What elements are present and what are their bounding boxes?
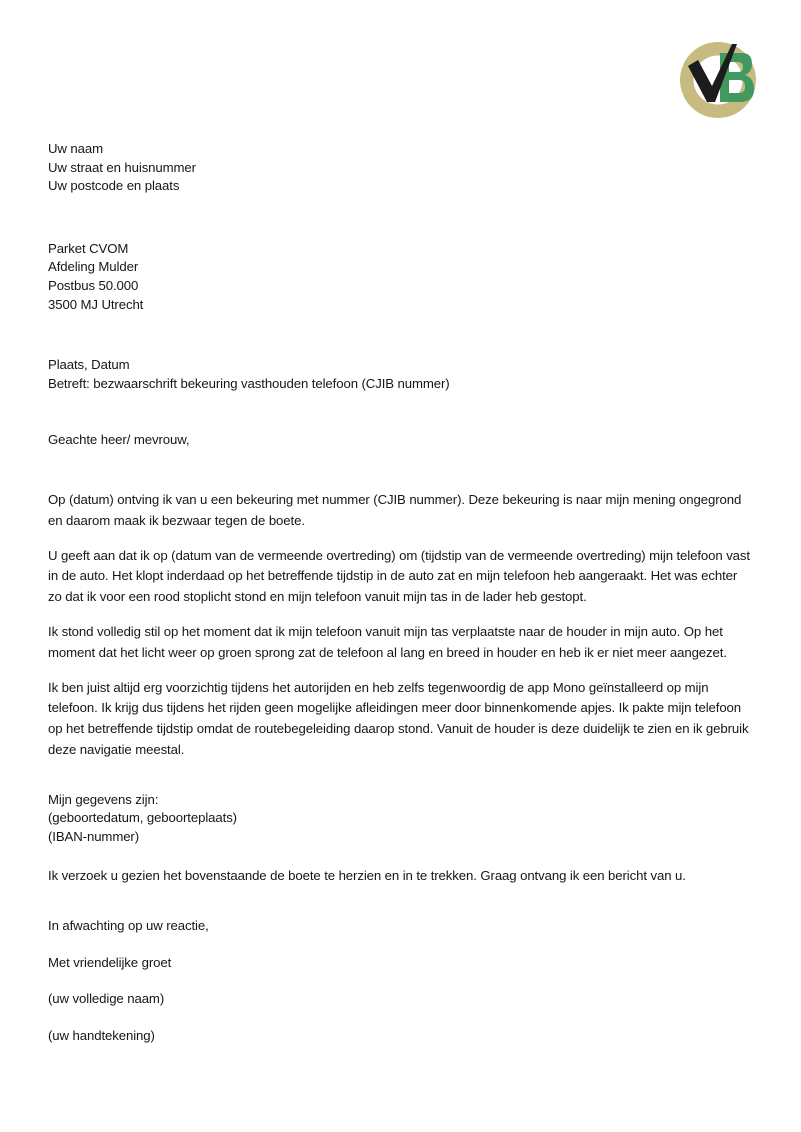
vb-logo [676, 38, 760, 122]
sender-address [48, 140, 754, 196]
spacer-para-3 [48, 664, 754, 678]
spacer-subject [48, 393, 754, 431]
recipient-line-city: 3500 MJ Utrecht [48, 296, 144, 312]
personal-data-birth: (geboortedatum, geboorteplaats) [48, 810, 237, 826]
subject-line: Betreft: bezwaarschrift bekeuring vasthouden telefoon (CJIB nummer) [48, 375, 450, 391]
spacer-para-1 [48, 532, 754, 546]
sender-line-postcode: Uw postcode en plaats [48, 178, 180, 194]
recipient-line-department: Afdeling Mulder [48, 259, 139, 275]
recipient-line-org: Parket CVOM [48, 240, 129, 256]
spacer-greeting [48, 450, 754, 490]
salutation: Geachte heer/ mevrouw, [48, 432, 190, 448]
spacer-personal-data [48, 761, 754, 791]
subject-block [48, 356, 754, 393]
paragraph-4: Ik ben juist altijd erg voorzichtig tijdens het autorijden en heb zelfs tegenwoordig de app Mono geïnstalleerd op mijn telefoon. Ik krijg dus tijdens het rijden geen mogelijke afleidingen meer door binnenkomende apjes. Ik pakte mijn telefoon op het betreffende tijdstip omdat de routebegeleiding daarop stond. Vanuit de houder is deze duidelijk te zien en ik gebruik deze navigatie meestal. [48, 679, 749, 757]
sender-line-name: Uw naam [48, 141, 103, 156]
sender-line-street: Uw straat en huisnummer [48, 159, 196, 175]
closing-name-placeholder: (uw volledige naam) [48, 991, 165, 1007]
request-paragraph: Ik verzoek u gezien het bovenstaande de boete te herzien en in te trekken. Graag ontvang ik een bericht van u. [48, 868, 686, 884]
place-date: Plaats, Datum [48, 357, 130, 373]
personal-data-block [48, 791, 754, 847]
personal-data-heading: Mijn gegevens zijn: [48, 791, 159, 807]
letter-body [48, 140, 754, 1046]
spacer-closing [48, 887, 754, 917]
spacer-recipient [48, 314, 754, 356]
paragraph-1: Op (datum) ontving ik van u een bekeuring met nummer (CJIB nummer). Deze bekeuring is naar mijn mening ongegrond en daarom maak ik bezwaar tegen de boete. [48, 491, 742, 528]
paragraph-2: U geeft aan dat ik op (datum van de vermeende overtreding) om (tijdstip van de vermeende overtreding) mijn telefoon vast in de auto. Het klopt inderdaad op het betreffende tijdstip in de auto zat en mijn telefoon heb aangeraakt. Het was echter zo dat ik voor een rood stoplicht stond en mijn telefoon vanuit mijn tas in de lader heb gestopt. [48, 547, 750, 605]
closing-awaiting: In afwachting op uw reactie, [48, 918, 209, 934]
spacer-closing-3 [48, 1009, 754, 1027]
recipient-address [48, 240, 754, 314]
recipient-line-pobox: Postbus 50.000 [48, 277, 139, 293]
spacer-request [48, 846, 754, 866]
spacer-para-2 [48, 608, 754, 622]
closing-regards: Met vriendelijke groet [48, 954, 172, 970]
paragraph-3: Ik stond volledig stil op het moment dat ik mijn telefoon vanuit mijn tas verplaatste naar de houder in mijn auto. Op het moment dat het licht weer op groen sprong zat de telefoon al lang en breed in houder en heb ik er niet meer aangezet. [48, 623, 727, 660]
personal-data-iban: (IBAN-nummer) [48, 828, 140, 844]
spacer-closing-1 [48, 936, 754, 954]
spacer-sender [48, 196, 754, 240]
closing-signature-placeholder: (uw handtekening) [48, 1028, 155, 1044]
spacer-closing-2 [48, 972, 754, 990]
